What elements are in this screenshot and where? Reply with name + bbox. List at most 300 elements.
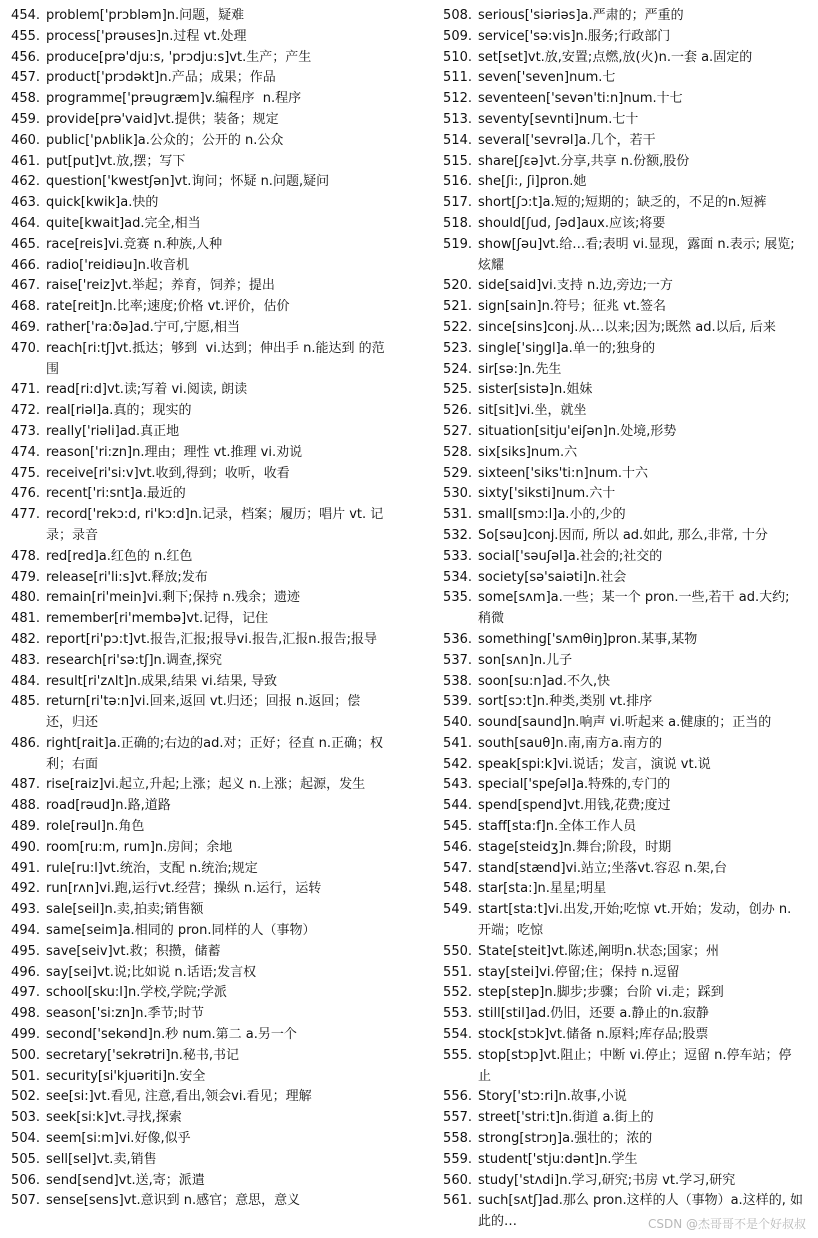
entry-text: rate[reit]n.比率;速度;价格 vt.评价，估价 bbox=[46, 299, 290, 315]
entry-text: sixty['siksti]num.六十 bbox=[478, 486, 616, 502]
entry-text: stop[stɔp]vt.阻止；中断 vi.停止；逗留 n.停车站；停止 bbox=[478, 1047, 792, 1084]
entry-text: seventeen['sevən'ti:n]num.十七 bbox=[478, 91, 683, 107]
entry-text: question['kwestʃən]vt.询问；怀疑 n.问题,疑问 bbox=[46, 174, 330, 190]
entry-number: 492. bbox=[11, 881, 40, 897]
vocab-column-right bbox=[440, 6, 804, 1233]
entry-number: 513. bbox=[443, 111, 472, 127]
entry-number: 521. bbox=[443, 299, 472, 315]
entry-number: 546. bbox=[443, 839, 472, 855]
vocab-entry bbox=[440, 1025, 804, 1046]
entry-text: run[rʌn]vi.跑,运行vt.经营；操纵 n.运行，运转 bbox=[46, 881, 322, 897]
entry-text: social['səuʃəl]a.社会的;社交的 bbox=[478, 548, 663, 564]
entry-text: star[sta:]n.星星;明星 bbox=[478, 881, 607, 897]
vocab-entry bbox=[440, 152, 804, 173]
entry-text: study['stʌdi]n.学习,研究;书房 vt.学习,研究 bbox=[478, 1172, 736, 1188]
entry-text: soon[su:n]ad.不久,快 bbox=[478, 673, 611, 689]
vocab-entry bbox=[8, 318, 386, 339]
entry-number: 459. bbox=[11, 111, 40, 127]
entry-number: 556. bbox=[443, 1089, 472, 1105]
entry-number: 477. bbox=[11, 507, 40, 523]
entry-number: 504. bbox=[11, 1131, 40, 1147]
entry-number: 458. bbox=[11, 91, 40, 107]
entry-number: 472. bbox=[11, 403, 40, 419]
vocab-entry bbox=[440, 505, 804, 526]
entry-text: public['pʌblik]a.公众的；公开的 n.公众 bbox=[46, 132, 284, 148]
entry-number: 529. bbox=[443, 465, 472, 481]
vocab-entry bbox=[440, 6, 804, 27]
entry-text: State[steit]vt.陈述,阐明n.状态;国家；州 bbox=[478, 943, 719, 959]
entry-text: seventy[sevnti]num.七十 bbox=[478, 111, 639, 127]
entry-text: research[ri'sə:tʃ]n.调查,探究 bbox=[46, 652, 223, 668]
entry-text: society[sə'saiəti]n.社会 bbox=[478, 569, 627, 585]
entry-number: 511. bbox=[443, 70, 472, 86]
entry-number: 520. bbox=[443, 278, 472, 294]
entry-number: 487. bbox=[11, 777, 40, 793]
entry-number: 552. bbox=[443, 985, 472, 1001]
entry-text: see[si:]vt.看见, 注意,看出,领会vi.看见；理解 bbox=[46, 1089, 312, 1105]
entry-number: 534. bbox=[443, 569, 472, 585]
vocab-entry bbox=[8, 235, 386, 256]
entry-text: same[seim]a.相同的 pron.同样的人（事物） bbox=[46, 923, 316, 939]
vocab-entry bbox=[440, 297, 804, 318]
entry-text: should[ʃud, ʃəd]aux.应该;将要 bbox=[478, 215, 666, 231]
entry-number: 465. bbox=[11, 236, 40, 252]
vocab-entry bbox=[440, 588, 804, 630]
vocab-entry bbox=[440, 214, 804, 235]
entry-number: 533. bbox=[443, 548, 472, 564]
vocab-entry bbox=[440, 443, 804, 464]
vocab-entry bbox=[8, 505, 386, 547]
vocab-entry bbox=[8, 422, 386, 443]
vocab-entry bbox=[8, 672, 386, 693]
entry-number: 486. bbox=[11, 735, 40, 751]
vocab-entry bbox=[8, 484, 386, 505]
vocab-entry bbox=[440, 1046, 804, 1088]
entry-number: 468. bbox=[11, 299, 40, 315]
entry-text: problem['prɔbləm]n.问题，疑难 bbox=[46, 8, 245, 23]
entry-text: since[sins]conj.从…以来;因为;既然 ad.以后, 后来 bbox=[478, 319, 776, 335]
entry-text: report[ri'pɔ:t]vt.报告,汇报;报导vi.报告,汇报n.报告;报导 bbox=[46, 631, 378, 647]
entry-text: still[stil]ad.仍旧，还要 a.静止的n.寂静 bbox=[478, 1006, 709, 1022]
entry-number: 488. bbox=[11, 798, 40, 814]
entry-number: 475. bbox=[11, 465, 40, 481]
vocab-entry bbox=[8, 1150, 386, 1171]
vocab-entry bbox=[440, 1150, 804, 1171]
entry-number: 532. bbox=[443, 527, 472, 543]
entry-text: such[sʌtʃ]ad.那么 pron.这样的人（事物）a.这样的, 如此的… bbox=[478, 1193, 803, 1230]
entry-text: process['prəuses]n.过程 vt.处理 bbox=[46, 28, 247, 44]
entry-text: race[reis]vi.竞赛 n.种族,人种 bbox=[46, 236, 223, 252]
entry-number: 454. bbox=[11, 8, 40, 23]
entry-number: 527. bbox=[443, 423, 472, 439]
vocab-entry bbox=[440, 360, 804, 381]
vocab-entry bbox=[8, 193, 386, 214]
vocab-entry bbox=[440, 131, 804, 152]
entry-text: Story['stɔ:ri]n.故事,小说 bbox=[478, 1089, 627, 1105]
entry-text: rule[ru:l]vt.统治，支配 n.统治;规定 bbox=[46, 860, 258, 876]
vocab-entry bbox=[8, 443, 386, 464]
entry-number: 481. bbox=[11, 611, 40, 627]
entry-number: 464. bbox=[11, 215, 40, 231]
vocab-entry bbox=[8, 276, 386, 297]
vocab-entry bbox=[440, 526, 804, 547]
entry-text: secretary['sekrətri]n.秘书,书记 bbox=[46, 1047, 239, 1063]
entry-number: 559. bbox=[443, 1151, 472, 1167]
entry-text: spend[spend]vt.用钱,花费;度过 bbox=[478, 798, 671, 814]
entry-number: 561. bbox=[443, 1193, 472, 1209]
entry-text: result[ri'zʌlt]n.成果,结果 vi.结果, 导致 bbox=[46, 673, 278, 689]
entry-text: stay[stei]vi.停留;住；保持 n.逗留 bbox=[478, 964, 680, 980]
entry-number: 506. bbox=[11, 1172, 40, 1188]
vocab-entry bbox=[8, 692, 386, 734]
entry-text: So[səu]conj.因而, 所以 ad.如此, 那么,非常, 十分 bbox=[478, 527, 768, 543]
vocab-entry bbox=[440, 1087, 804, 1108]
entry-text: release[ri'li:s]vt.释放;发布 bbox=[46, 569, 208, 585]
vocab-entry bbox=[440, 942, 804, 963]
entry-text: receive[ri'si:v]vt.收到,得到；收听，收看 bbox=[46, 465, 290, 481]
entry-number: 524. bbox=[443, 361, 472, 377]
vocab-entry bbox=[440, 879, 804, 900]
vocab-entry bbox=[8, 1171, 386, 1192]
vocab-entry bbox=[8, 89, 386, 110]
entry-text: record['rekɔ:d, ri'kɔ:d]n.记录，档案；履历；唱片 vt. 记录；录音 bbox=[46, 507, 384, 543]
entry-text: role[rəul]n.角色 bbox=[46, 819, 145, 835]
entry-text: share[ʃεə]vt.分享,共享 n.份额,股份 bbox=[478, 153, 690, 169]
entry-number: 543. bbox=[443, 777, 472, 793]
entry-text: recent['ri:snt]a.最近的 bbox=[46, 486, 186, 502]
vocab-entry bbox=[440, 713, 804, 734]
entry-number: 538. bbox=[443, 673, 472, 689]
entry-number: 522. bbox=[443, 319, 472, 335]
entry-number: 500. bbox=[11, 1047, 40, 1063]
entry-number: 519. bbox=[443, 236, 472, 252]
vocab-entry bbox=[8, 588, 386, 609]
vocab-entry bbox=[440, 796, 804, 817]
vocab-entry bbox=[440, 422, 804, 443]
vocab-entry bbox=[440, 1129, 804, 1150]
entry-text: red[red]a.红色的 n.红色 bbox=[46, 548, 193, 564]
entry-text: remain[ri'mein]vi.剩下;保持 n.残余；遗迹 bbox=[46, 590, 301, 606]
entry-text: reason['ri:zn]n.理由；理性 vt.推理 vi.劝说 bbox=[46, 444, 303, 460]
entry-text: reach[ri:tʃ]vt.抵达；够到 vi.达到；伸出手 n.能达到 的范围 bbox=[46, 340, 385, 377]
entry-text: south[sauθ]n.南,南方a.南方的 bbox=[478, 735, 662, 751]
entry-text: send[send]vt.送,寄；派遣 bbox=[46, 1172, 205, 1188]
entry-number: 499. bbox=[11, 1027, 40, 1043]
entry-number: 545. bbox=[443, 819, 472, 835]
entry-number: 469. bbox=[11, 319, 40, 335]
entry-text: radio['reidiəu]n.收音机 bbox=[46, 257, 189, 273]
entry-text: situation[sitju'eiʃən]n.处境,形势 bbox=[478, 423, 677, 439]
vocab-entry bbox=[440, 692, 804, 713]
vocab-entry bbox=[8, 464, 386, 485]
vocab-entry bbox=[8, 900, 386, 921]
vocab-entry bbox=[440, 547, 804, 568]
entry-number: 540. bbox=[443, 715, 472, 731]
entry-number: 473. bbox=[11, 423, 40, 439]
entry-number: 541. bbox=[443, 735, 472, 751]
entry-number: 457. bbox=[11, 70, 40, 86]
entry-text: programme['prəugræm]v.编程序 n.程序 bbox=[46, 91, 302, 107]
entry-number: 530. bbox=[443, 486, 472, 502]
vocab-entry bbox=[8, 1067, 386, 1088]
vocab-entry bbox=[8, 859, 386, 880]
entry-number: 536. bbox=[443, 631, 472, 647]
entry-number: 558. bbox=[443, 1131, 472, 1147]
entry-text: quick[kwik]a.快的 bbox=[46, 195, 159, 211]
vocab-entry bbox=[8, 68, 386, 89]
entry-text: season['si:zn]n.季节;时节 bbox=[46, 1006, 204, 1022]
vocab-entry bbox=[8, 983, 386, 1004]
entry-text: sign[sain]n.符号；征兆 vt.签名 bbox=[478, 299, 667, 315]
entry-number: 489. bbox=[11, 819, 40, 835]
entry-text: street['stri:t]n.街道 a.街上的 bbox=[478, 1110, 654, 1126]
vocab-entry bbox=[8, 256, 386, 277]
entry-number: 495. bbox=[11, 943, 40, 959]
vocab-entry bbox=[440, 630, 804, 651]
entry-number: 503. bbox=[11, 1110, 40, 1126]
vocab-entry bbox=[8, 48, 386, 69]
entry-text: really['riəli]ad.真正地 bbox=[46, 423, 180, 439]
entry-text: show[ʃəu]vt.给…看;表明 vi.显现，露面 n.表示; 展览; 炫耀 bbox=[478, 236, 799, 273]
vocab-entry bbox=[8, 339, 386, 381]
vocab-entry bbox=[8, 1108, 386, 1129]
entry-number: 474. bbox=[11, 444, 40, 460]
entry-text: single['siŋgl]a.单一的;独身的 bbox=[478, 340, 656, 356]
entry-text: right[rait]a.正确的;右边的ad.对；正好；径直 n.正确；权利；右面 bbox=[46, 735, 384, 772]
entry-number: 470. bbox=[11, 340, 40, 356]
entry-text: read[ri:d]vt.读;写着 vi.阅读, 朗读 bbox=[46, 382, 248, 398]
entry-text: staff[sta:f]n.全体工作人员 bbox=[478, 819, 637, 835]
entry-text: serious['siəriəs]a.严肃的；严重的 bbox=[478, 8, 684, 23]
entry-text: return[ri'tə:n]vi.回来,返回 vt.归还；回报 n.返回；偿还，归还 bbox=[46, 694, 361, 731]
vocab-entry bbox=[8, 879, 386, 900]
vocab-entry bbox=[8, 401, 386, 422]
vocab-entry bbox=[8, 297, 386, 318]
entry-number: 485. bbox=[11, 694, 40, 710]
vocab-entry bbox=[8, 6, 386, 27]
vocab-entry bbox=[8, 27, 386, 48]
entry-number: 460. bbox=[11, 132, 40, 148]
entry-text: sound[saund]n.响声 vi.听起来 a.健康的；正当的 bbox=[478, 715, 772, 731]
entry-number: 554. bbox=[443, 1027, 472, 1043]
vocab-entry bbox=[440, 859, 804, 880]
vocab-entry bbox=[8, 921, 386, 942]
vocab-entry bbox=[8, 568, 386, 589]
entry-number: 526. bbox=[443, 403, 472, 419]
entry-text: provide[prə'vaid]vt.提供；装备；规定 bbox=[46, 111, 279, 127]
entry-text: sit[sit]vi.坐，就坐 bbox=[478, 403, 587, 419]
entry-text: service['sə:vis]n.服务;行政部门 bbox=[478, 28, 671, 44]
entry-text: seem[si:m]vi.好像,似乎 bbox=[46, 1131, 191, 1147]
entry-number: 478. bbox=[11, 548, 40, 564]
vocab-entry bbox=[440, 983, 804, 1004]
entry-number: 550. bbox=[443, 943, 472, 959]
vocab-entry bbox=[8, 1087, 386, 1108]
entry-text: something['sʌmθiŋ]pron.某事,某物 bbox=[478, 631, 698, 647]
entry-number: 549. bbox=[443, 902, 472, 918]
entry-number: 494. bbox=[11, 923, 40, 939]
entry-number: 467. bbox=[11, 278, 40, 294]
vocab-entry bbox=[8, 838, 386, 859]
vocab-entry bbox=[440, 817, 804, 838]
entry-text: she[ʃi:, ʃi]pron.她 bbox=[478, 174, 587, 190]
entry-number: 509. bbox=[443, 28, 472, 44]
vocab-entry bbox=[440, 339, 804, 360]
vocab-entry bbox=[440, 1004, 804, 1025]
entry-number: 553. bbox=[443, 1006, 472, 1022]
entry-text: real[riəl]a.真的；现实的 bbox=[46, 403, 192, 419]
vocab-entry bbox=[8, 734, 386, 776]
entry-text: road[rəud]n.路,道路 bbox=[46, 798, 171, 814]
entry-number: 516. bbox=[443, 174, 472, 190]
entry-number: 502. bbox=[11, 1089, 40, 1105]
vocab-entry bbox=[440, 172, 804, 193]
vocab-entry bbox=[440, 48, 804, 69]
entry-number: 531. bbox=[443, 507, 472, 523]
entry-number: 484. bbox=[11, 673, 40, 689]
entry-text: second['sekənd]n.秒 num.第二 a.另一个 bbox=[46, 1027, 297, 1043]
entry-text: sixteen['siks'ti:n]num.十六 bbox=[478, 465, 648, 481]
entry-number: 493. bbox=[11, 902, 40, 918]
entry-number: 490. bbox=[11, 839, 40, 855]
vocab-entry bbox=[8, 110, 386, 131]
entry-number: 551. bbox=[443, 964, 472, 980]
vocab-entry bbox=[440, 235, 804, 277]
entry-number: 479. bbox=[11, 569, 40, 585]
entry-text: strong[strɔŋ]a.强壮的；浓的 bbox=[478, 1131, 653, 1147]
entry-number: 525. bbox=[443, 382, 472, 398]
entry-text: short[ʃɔ:t]a.短的;短期的；缺乏的，不足的n.短裤 bbox=[478, 195, 767, 211]
vocab-entry bbox=[8, 1129, 386, 1150]
vocab-entry bbox=[440, 1108, 804, 1129]
entry-text: special['speʃəl]a.特殊的,专门的 bbox=[478, 777, 671, 793]
entry-text: six[siks]num.六 bbox=[478, 444, 578, 460]
vocab-entry bbox=[440, 651, 804, 672]
vocab-entry bbox=[8, 152, 386, 173]
entry-number: 462. bbox=[11, 174, 40, 190]
entry-text: step[step]n.脚步;步骤；台阶 vi.走；踩到 bbox=[478, 985, 724, 1001]
entry-text: product['prɔdəkt]n.产品；成果；作品 bbox=[46, 70, 276, 86]
vocab-entry bbox=[440, 193, 804, 214]
vocab-entry bbox=[8, 1004, 386, 1025]
vocab-entry bbox=[440, 1171, 804, 1192]
vocab-entry bbox=[8, 131, 386, 152]
entry-number: 482. bbox=[11, 631, 40, 647]
entry-number: 507. bbox=[11, 1193, 40, 1209]
entry-text: security[si'kjuəriti]n.安全 bbox=[46, 1068, 206, 1084]
vocab-entry bbox=[8, 942, 386, 963]
entry-number: 491. bbox=[11, 860, 40, 876]
entry-text: sale[seil]n.卖,拍卖;销售额 bbox=[46, 902, 204, 918]
entry-number: 461. bbox=[11, 153, 40, 169]
vocab-entry bbox=[8, 172, 386, 193]
entry-text: seven['seven]num.七 bbox=[478, 70, 616, 86]
entry-number: 537. bbox=[443, 652, 472, 668]
entry-text: remember[ri'membə]vt.记得，记住 bbox=[46, 611, 269, 627]
entry-text: start[sta:t]vi.出发,开始;吃惊 vt.开始；发动，创办 n.开端；吃惊 bbox=[478, 902, 792, 939]
vocab-entry bbox=[440, 27, 804, 48]
entry-text: sense[sens]vt.意识到 n.感官；意思，意义 bbox=[46, 1193, 301, 1209]
entry-text: stage[steidʒ]n.舞台;阶段，时期 bbox=[478, 839, 672, 855]
entry-text: seek[si:k]vt.寻找,探索 bbox=[46, 1110, 182, 1126]
vocab-entry bbox=[8, 817, 386, 838]
vocab-entry bbox=[440, 401, 804, 422]
entry-text: stock[stɔk]vt.储备 n.原料;库存品;股票 bbox=[478, 1027, 709, 1043]
entry-text: some[sʌm]a.一些；某一个 pron.一些,若干 ad.大约; 稍微 bbox=[478, 590, 794, 627]
entry-number: 496. bbox=[11, 964, 40, 980]
entry-number: 528. bbox=[443, 444, 472, 460]
vocab-entry bbox=[8, 609, 386, 630]
entry-number: 535. bbox=[443, 590, 472, 606]
vocab-entry bbox=[8, 547, 386, 568]
vocab-entry bbox=[8, 796, 386, 817]
vocab-entry bbox=[440, 734, 804, 755]
vocab-entry bbox=[440, 89, 804, 110]
entry-text: school[sku:l]n.学校,学院;学派 bbox=[46, 985, 227, 1001]
entry-number: 547. bbox=[443, 860, 472, 876]
entry-text: speak[spi:k]vi.说话；发言，演说 vt.说 bbox=[478, 756, 711, 772]
entry-text: student['stju:dənt]n.学生 bbox=[478, 1151, 638, 1167]
vocab-entry bbox=[440, 276, 804, 297]
entry-text: sir[sə:]n.先生 bbox=[478, 361, 562, 377]
entry-text: put[put]vt.放,摆；写下 bbox=[46, 153, 186, 169]
vocab-entry bbox=[440, 318, 804, 339]
vocab-entry bbox=[440, 775, 804, 796]
vocab-entry bbox=[440, 68, 804, 89]
vocab-entry bbox=[440, 755, 804, 776]
entry-text: sort[sɔ:t]n.种类,类别 vt.排序 bbox=[478, 694, 653, 710]
entry-number: 471. bbox=[11, 382, 40, 398]
vocab-entry bbox=[440, 380, 804, 401]
vocab-entry bbox=[8, 651, 386, 672]
csdn-watermark: CSDN @杰哥哥不是个好叔叔 bbox=[647, 1217, 806, 1231]
entry-text: sister[sistə]n.姐妹 bbox=[478, 382, 593, 398]
vocab-entry bbox=[8, 630, 386, 651]
entry-text: sell[sel]vt.卖,销售 bbox=[46, 1151, 157, 1167]
entry-number: 517. bbox=[443, 195, 472, 211]
vocab-column-left bbox=[8, 6, 386, 1212]
vocab-entry bbox=[440, 568, 804, 589]
entry-number: 539. bbox=[443, 694, 472, 710]
entry-text: save[seiv]vt.救；积攒，储蓄 bbox=[46, 943, 221, 959]
entry-text: room[ru:m, rum]n.房间；余地 bbox=[46, 839, 233, 855]
entry-number: 514. bbox=[443, 132, 472, 148]
entry-number: 542. bbox=[443, 756, 472, 772]
entry-number: 497. bbox=[11, 985, 40, 1001]
entry-number: 512. bbox=[443, 91, 472, 107]
entry-number: 555. bbox=[443, 1047, 472, 1063]
entry-number: 518. bbox=[443, 215, 472, 231]
entry-number: 515. bbox=[443, 153, 472, 169]
entry-number: 560. bbox=[443, 1172, 472, 1188]
entry-text: several['sevrəl]a.几个，若干 bbox=[478, 132, 656, 148]
entry-number: 505. bbox=[11, 1151, 40, 1167]
entry-text: set[set]vt.放,安置;点燃,放(火)n.一套 a.固定的 bbox=[478, 49, 753, 65]
vocab-entry bbox=[440, 484, 804, 505]
vocab-entry bbox=[8, 775, 386, 796]
entry-text: produce[prə'dju:s, 'prɔdju:s]vt.生产；产生 bbox=[46, 49, 312, 65]
entry-number: 501. bbox=[11, 1068, 40, 1084]
vocab-entry bbox=[440, 110, 804, 131]
entry-number: 498. bbox=[11, 1006, 40, 1022]
entry-number: 508. bbox=[443, 8, 472, 23]
vocab-entry bbox=[440, 900, 804, 942]
vocab-entry bbox=[8, 1191, 386, 1212]
vocab-entry bbox=[8, 380, 386, 401]
entry-number: 557. bbox=[443, 1110, 472, 1126]
vocab-entry bbox=[8, 1025, 386, 1046]
vocab-entry bbox=[440, 672, 804, 693]
